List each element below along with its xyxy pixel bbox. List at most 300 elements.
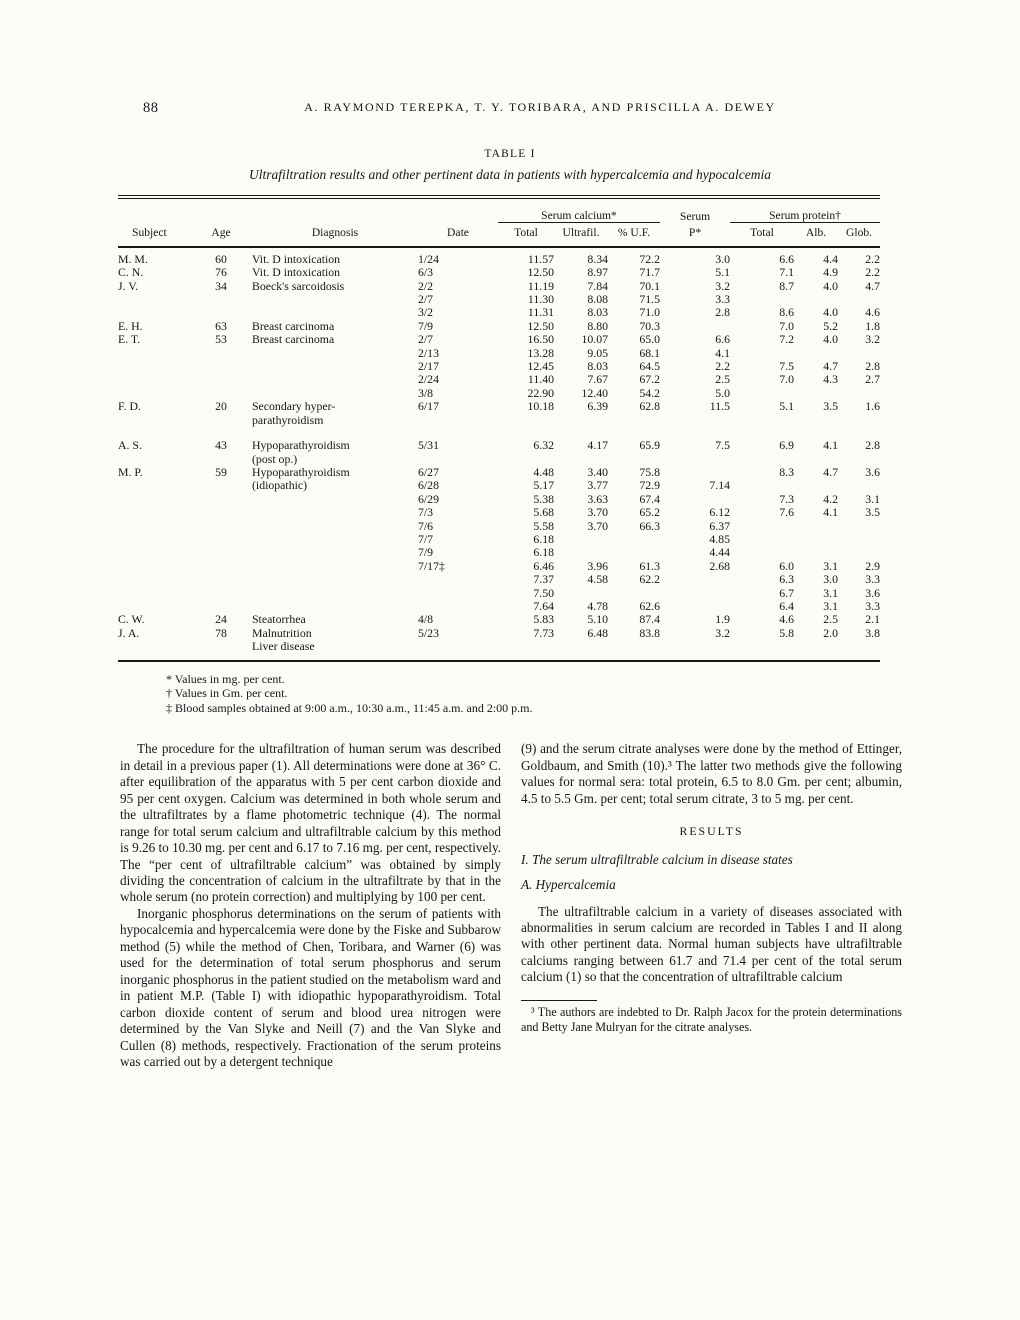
- table-cell: 12.40: [581, 385, 608, 400]
- table-cell: Malnutrition: [252, 625, 312, 640]
- table-cell: [794, 414, 838, 427]
- table-cell: [794, 387, 838, 400]
- table-cell: 6.9: [779, 438, 795, 453]
- table-cell: 7.5: [715, 438, 731, 453]
- table-cell: 7.84: [587, 278, 608, 293]
- table-cell: 2.9: [865, 558, 881, 573]
- col-header-glob: Glob.: [838, 223, 880, 247]
- table-cell: [118, 360, 190, 373]
- table-cell: 7.2: [779, 332, 795, 347]
- table-cell: 2.0: [823, 625, 839, 640]
- col-header-alb: Alb.: [794, 223, 838, 247]
- table-cell: [190, 506, 252, 519]
- table-cell: 3.3: [865, 598, 881, 613]
- table-cell: 6.6: [715, 332, 731, 347]
- table-row: [118, 414, 880, 427]
- left-column: [120, 741, 501, 1070]
- page-number: 88: [143, 100, 159, 116]
- table-cell: 4.44: [709, 545, 731, 560]
- table-cell: 4.6: [779, 612, 795, 627]
- table-cell: 12.45: [527, 359, 554, 374]
- table-cell: 6/17: [418, 399, 439, 414]
- table-cell: 4.1: [823, 505, 839, 520]
- table-cell: 3.8: [865, 625, 881, 640]
- table-row: [118, 293, 880, 306]
- table-cell: 60: [215, 251, 227, 266]
- table-cell: 7.73: [533, 625, 554, 640]
- paragraph-phosphorus: Inorganic phosphorus determinations on the serum of patients with hypocalcemia and hypercalcemia were done by the Fiske and Subbarow method (5) while the method of Chen, Toribara, and Warner (6) was used for the determination of total serum phosphorus and serum inorganic phosphorus in the patient studied on the metabolism ward and in patient M.P. (Table I) with idiopathic hypoparathyroidism. Total carbon dioxide content of serum and blood urea nitrogen were determined by the Van Slyke and Neill (7) and the Van Slyke and Cullen (8) methods, respectively. Fractionation of the serum proteins was carried out by a detergent technique: [120, 905, 501, 1069]
- table-cell: [730, 520, 794, 533]
- table-cell: A. S.: [118, 438, 142, 453]
- table-cell: 8.80: [587, 318, 608, 333]
- table-row: [118, 613, 880, 626]
- table-cell: 11.40: [527, 372, 554, 387]
- table-cell: 75.8: [639, 464, 661, 479]
- table-cell: F. D.: [118, 399, 141, 414]
- table-cell: [730, 479, 794, 492]
- table-cell: 9.05: [587, 345, 608, 360]
- table-cell: [730, 387, 794, 400]
- table-cell: [118, 347, 190, 360]
- table-cell: 83.8: [639, 625, 661, 640]
- table-cell: [418, 573, 498, 586]
- table-row: [118, 400, 880, 413]
- table-cell: 71.0: [639, 305, 661, 320]
- table-cell: 6.48: [587, 625, 608, 640]
- paragraph-hypercalcemia: The ultrafiltrable calcium in a variety of diseases associated with abnormalities in serum calcium are recorded in Tables I and II along with other pertinent data. Normal human subjects have ultrafiltrable calciums ranging between 61.7 and 71.4 per cent of the total serum calcium (1) so that the concentration of ultrafiltrable calcium: [521, 903, 902, 985]
- table-cell: 2/7: [418, 332, 434, 347]
- section-1-heading: I. The serum ultrafiltrable calcium in disease states: [521, 851, 793, 867]
- table-cell: [660, 573, 730, 586]
- table-cell: 4.3: [823, 372, 839, 387]
- table-cell: 12.50: [527, 265, 554, 280]
- table-cell: J. V.: [118, 278, 139, 293]
- table-cell: 8.34: [587, 251, 608, 266]
- table-cell: Vit. D intoxication: [252, 251, 341, 266]
- results-heading: RESULTS: [679, 824, 744, 839]
- table-cell: [730, 640, 794, 660]
- table-cell: [118, 560, 190, 573]
- table-cell: [190, 560, 252, 573]
- table-cell: 6.39: [587, 399, 608, 414]
- col-header-prot-total: Total: [730, 223, 794, 247]
- table-cell: [252, 587, 418, 600]
- table-cell: 10.07: [581, 332, 608, 347]
- table-cell: 3.70: [587, 518, 608, 533]
- table-cell: [252, 560, 418, 573]
- table-cell: 78: [215, 625, 227, 640]
- table-cell: 5/31: [418, 438, 439, 453]
- table-cell: 61.3: [639, 558, 661, 573]
- table-cell: 3.0: [823, 572, 839, 587]
- running-head: [0, 100, 1020, 120]
- table-cell: [118, 293, 190, 306]
- table-cell: [118, 587, 190, 600]
- table-cell: parathyroidism: [252, 412, 324, 427]
- table-cell: 70.1: [639, 278, 661, 293]
- table-cell: 16.50: [527, 332, 554, 347]
- table-cell: 3.1: [823, 598, 839, 613]
- table-row: [118, 546, 880, 559]
- table-cell: 4.0: [823, 278, 839, 293]
- table-cell: 54.2: [639, 385, 661, 400]
- table-cell: 4.0: [823, 332, 839, 347]
- table-cell: 3.5: [823, 399, 839, 414]
- table-cell: 4.2: [823, 491, 839, 506]
- spanner-serum-calcium: Serum calcium*: [498, 197, 660, 223]
- table-cell: [118, 520, 190, 533]
- table-cell: 4.7: [865, 278, 881, 293]
- table-cell: 7.0: [779, 372, 795, 387]
- table-cell: 1.6: [865, 399, 881, 414]
- table-cell: 62.8: [639, 399, 661, 414]
- table-cell: 2/2: [418, 278, 434, 293]
- table-cell: [794, 479, 838, 492]
- table-row: [118, 333, 880, 346]
- table-cell: 2.2: [865, 265, 881, 280]
- table-cell: 68.1: [639, 345, 661, 360]
- table-cell: 11.19: [527, 278, 554, 293]
- table-cell: [608, 640, 660, 660]
- table-cell: [794, 347, 838, 360]
- results-table: [118, 195, 880, 662]
- table-cell: 8.03: [587, 359, 608, 374]
- table-cell: [660, 414, 730, 427]
- table-cell: 6.18: [533, 531, 554, 546]
- table-footnote-double-dagger: ‡ Blood samples obtained at 9:00 a.m., 10:30 a.m., 11:45 a.m. and 2:00 p.m.: [166, 700, 533, 715]
- table-cell: 6.4: [779, 598, 795, 613]
- table-cell: [118, 546, 190, 559]
- table-cell: [660, 466, 730, 479]
- table-cell: 6.3: [779, 572, 795, 587]
- table-cell: 4.48: [533, 464, 554, 479]
- table-cell: 1.9: [715, 612, 731, 627]
- table-cell: 6.12: [709, 505, 731, 520]
- table-cell: (idiopathic): [252, 478, 308, 493]
- table-cell: 7.64: [533, 598, 554, 613]
- table-cell: M. M.: [118, 251, 148, 266]
- table-cell: [418, 414, 498, 427]
- table-cell: [190, 600, 252, 613]
- table-cell: 6.0: [779, 558, 795, 573]
- col-header-date: Date: [418, 223, 498, 247]
- table-cell: 2/17: [418, 359, 439, 374]
- table-cell: 7.0: [779, 318, 795, 333]
- table-cell: 34: [215, 278, 227, 293]
- table-cell: M. P.: [118, 464, 143, 479]
- table-container: [118, 195, 880, 662]
- table-cell: [190, 546, 252, 559]
- table-cell: 7/9: [418, 545, 434, 560]
- running-head-authors: A. RAYMOND TEREPKA, T. Y. TORIBARA, AND PRISCILLA A. DEWEY: [304, 100, 776, 114]
- table-row: [118, 387, 880, 400]
- table-cell: E. T.: [118, 332, 141, 347]
- table-row: [118, 479, 880, 492]
- table-cell: [794, 533, 838, 546]
- table-cell: Liver disease: [252, 639, 315, 654]
- table-cell: Steatorrhea: [252, 612, 306, 627]
- table-cell: Hypoparathyroidism: [252, 464, 350, 479]
- table-cell: [190, 373, 252, 386]
- table-row: [118, 306, 880, 319]
- table-cell: 66.3: [639, 518, 661, 533]
- table-cell: 10.18: [527, 399, 554, 414]
- table-cell: [418, 587, 498, 600]
- table-cell: [190, 493, 252, 506]
- table-cell: [554, 414, 608, 427]
- author-footnote: [521, 1000, 902, 1036]
- table-cell: [252, 360, 418, 373]
- table-cell: [730, 453, 794, 466]
- table-cell: [838, 546, 880, 559]
- table-cell: [190, 533, 252, 546]
- table-cell: [118, 493, 190, 506]
- table-cell: 63: [215, 318, 227, 333]
- table-cell: 3.96: [587, 558, 608, 573]
- table-cell: 7/9: [418, 318, 434, 333]
- table-cell: (post op.): [252, 451, 298, 466]
- section-a-heading: A. Hypercalcemia: [521, 877, 616, 893]
- table-cell: 70.3: [639, 318, 661, 333]
- table-cell: [418, 453, 498, 466]
- table-cell: 6/28: [418, 478, 439, 493]
- table-cell: 7.50: [533, 585, 554, 600]
- table-row: [118, 600, 880, 613]
- table-cell: 4.17: [587, 438, 608, 453]
- table-row: [118, 560, 880, 573]
- table-cell: [794, 546, 838, 559]
- table-cell: 3.2: [865, 332, 881, 347]
- table-cell: [190, 347, 252, 360]
- table-cell: Secondary hyper-: [252, 399, 336, 414]
- table-cell: [838, 414, 880, 427]
- table-cell: 3.0: [715, 251, 731, 266]
- table-cell: [252, 293, 418, 306]
- table-cell: 7.14: [709, 478, 731, 493]
- table-cell: 4/8: [418, 612, 434, 627]
- table-cell: [554, 453, 608, 466]
- table-cell: 11.57: [527, 251, 554, 266]
- table-cell: [838, 533, 880, 546]
- table-cell: Vit. D intoxication: [252, 265, 341, 280]
- table-row: [118, 360, 880, 373]
- table-cell: [252, 373, 418, 386]
- table-cell: Breast carcinoma: [252, 332, 335, 347]
- table-cell: [730, 546, 794, 559]
- col-header-diagnosis: Diagnosis: [252, 223, 418, 247]
- table-cell: 4.7: [823, 359, 839, 374]
- table-cell: [190, 520, 252, 533]
- table-cell: 2/13: [418, 345, 439, 360]
- table-row: [118, 493, 880, 506]
- table-cell: [418, 600, 498, 613]
- table-cell: 11.5: [709, 399, 731, 414]
- table-row: [118, 320, 880, 333]
- table-cell: [190, 293, 252, 306]
- table-cell: 5.2: [823, 318, 839, 333]
- table-cell: 4.6: [865, 305, 881, 320]
- table-cell: [118, 600, 190, 613]
- table-cell: [190, 387, 252, 400]
- spanner-serum-protein: Serum protein†: [730, 197, 880, 223]
- table-footnote-dagger: † Values in Gm. per cent.: [166, 686, 288, 701]
- table-cell: [794, 453, 838, 466]
- table-cell: 65.2: [639, 505, 661, 520]
- table-footnotes: [166, 672, 1020, 716]
- table-row: [118, 573, 880, 586]
- table-cell: 6/27: [418, 464, 439, 479]
- table-cell: 3.1: [865, 491, 881, 506]
- table-cell: 7.3: [779, 491, 795, 506]
- table-cell: 8.03: [587, 305, 608, 320]
- table-cell: [252, 387, 418, 400]
- table-cell: 3.1: [823, 558, 839, 573]
- table-row: [118, 640, 880, 660]
- table-cell: 5.0: [715, 385, 731, 400]
- table-cell: 5.68: [533, 505, 554, 520]
- spanner-blank: [118, 197, 498, 223]
- table-cell: [118, 573, 190, 586]
- table-cell: [118, 414, 190, 427]
- table-row: [118, 347, 880, 360]
- table-cell: 6.37: [709, 518, 731, 533]
- table-cell: 2.68: [709, 558, 731, 573]
- table-cell: [608, 453, 660, 466]
- table-cell: 11.31: [527, 305, 554, 320]
- table-cell: 4.9: [823, 265, 839, 280]
- table-cell: [794, 640, 838, 660]
- table-cell: [418, 640, 498, 660]
- table-cell: 3.1: [823, 585, 839, 600]
- table-cell: Breast carcinoma: [252, 318, 335, 333]
- table-cell: 6.18: [533, 545, 554, 560]
- table-cell: 2.1: [865, 612, 881, 627]
- table-cell: [252, 573, 418, 586]
- table-row: [118, 280, 880, 293]
- table-cell: 7.67: [587, 372, 608, 387]
- table-cell: 5.1: [779, 399, 795, 414]
- table-cell: 5.8: [779, 625, 795, 640]
- table-cell: 13.28: [527, 345, 554, 360]
- table-cell: 65.9: [639, 438, 661, 453]
- table-cell: [118, 533, 190, 546]
- col-header-ultrafil: Ultrafil.: [554, 223, 608, 247]
- table-cell: 3.5: [865, 505, 881, 520]
- table-row: [118, 247, 880, 266]
- table-row: [118, 427, 880, 452]
- table-cell: [190, 414, 252, 427]
- table-cell: [252, 306, 418, 319]
- table-cell: 24: [215, 612, 227, 627]
- table-cell: [660, 493, 730, 506]
- table-cell: C. N.: [118, 265, 144, 280]
- table-cell: [190, 479, 252, 492]
- table-cell: 8.6: [779, 305, 795, 320]
- table-cell: 76: [215, 265, 227, 280]
- table-cell: [190, 573, 252, 586]
- table-cell: [190, 306, 252, 319]
- table-cell: [838, 640, 880, 660]
- table-label: TABLE I: [484, 148, 536, 160]
- table-cell: [660, 320, 730, 333]
- table-cell: 7.6: [779, 505, 795, 520]
- table-cell: 2.2: [865, 251, 881, 266]
- table-row: [118, 520, 880, 533]
- table-cell: [252, 533, 418, 546]
- col-header-serum-p: P*: [660, 223, 730, 247]
- table-cell: [838, 453, 880, 466]
- footnote-rule: [521, 1000, 597, 1001]
- table-cell: [118, 306, 190, 319]
- table-cell: [190, 453, 252, 466]
- table-cell: 2.5: [715, 372, 731, 387]
- table-cell: [838, 347, 880, 360]
- table-cell: 2.8: [865, 359, 881, 374]
- table-cell: 4.85: [709, 531, 731, 546]
- table-cell: 3.40: [587, 464, 608, 479]
- paragraph-citrate-continuation: (9) and the serum citrate analyses were done by the method of Ettinger, Goldbaum, and Smith (10).³ The latter two methods give the following values for normal sera: total protein, 6.5 to 8.0 Gm. per cent; albumin, 4.5 to 5.5 Gm. per cent; total serum citrate, 3 to 5 mg. per cent.: [521, 741, 902, 806]
- table-cell: 7.1: [779, 265, 795, 280]
- table-cell: 6.7: [779, 585, 795, 600]
- table-cell: [118, 373, 190, 386]
- table-cell: 3.2: [715, 278, 731, 293]
- table-cell: [498, 414, 554, 427]
- table-cell: 7.5: [779, 359, 795, 374]
- table-cell: [838, 387, 880, 400]
- table-caption: Ultrafiltration results and other pertinent data in patients with hypercalcemia and hypocalcemia: [248, 167, 772, 182]
- table-cell: 3/2: [418, 305, 434, 320]
- table-cell: 2/7: [418, 292, 434, 307]
- table-cell: 12.50: [527, 318, 554, 333]
- table-cell: 67.4: [639, 491, 661, 506]
- table-cell: 4.58: [587, 572, 608, 587]
- table-cell: 2/24: [418, 372, 439, 387]
- table-footnote-asterisk: * Values in mg. per cent.: [166, 671, 285, 686]
- table-cell: 5.38: [533, 491, 554, 506]
- table-cell: 64.5: [639, 359, 661, 374]
- table-cell: 3.70: [587, 505, 608, 520]
- table-cell: 8.97: [587, 265, 608, 280]
- table-cell: 2.8: [715, 305, 731, 320]
- table-cell: [608, 414, 660, 427]
- table-cell: [118, 387, 190, 400]
- table-cell: 3.6: [865, 464, 881, 479]
- table-cell: 8.7: [779, 278, 795, 293]
- table-cell: 7.37: [533, 572, 554, 587]
- table-cell: 2.8: [865, 438, 881, 453]
- table-row: [118, 453, 880, 466]
- table-cell: 6.6: [779, 251, 795, 266]
- table-cell: 3.3: [715, 292, 731, 307]
- table-cell: 72.9: [639, 478, 661, 493]
- table-cell: 72.2: [639, 251, 661, 266]
- table-cell: [838, 293, 880, 306]
- table-cell: [660, 640, 730, 660]
- table-cell: 8.3: [779, 464, 795, 479]
- table-cell: 8.08: [587, 292, 608, 307]
- table-cell: [190, 360, 252, 373]
- table-cell: [118, 506, 190, 519]
- table-cell: 2.7: [865, 372, 881, 387]
- table-cell: [608, 533, 660, 546]
- table-cell: 20: [215, 399, 227, 414]
- spanner-serum-p: Serum: [679, 209, 711, 223]
- table-cell: 62.2: [639, 572, 661, 587]
- table-cell: [252, 546, 418, 559]
- table-cell: [838, 520, 880, 533]
- table-cell: 3.6: [865, 585, 881, 600]
- table-row: [118, 587, 880, 600]
